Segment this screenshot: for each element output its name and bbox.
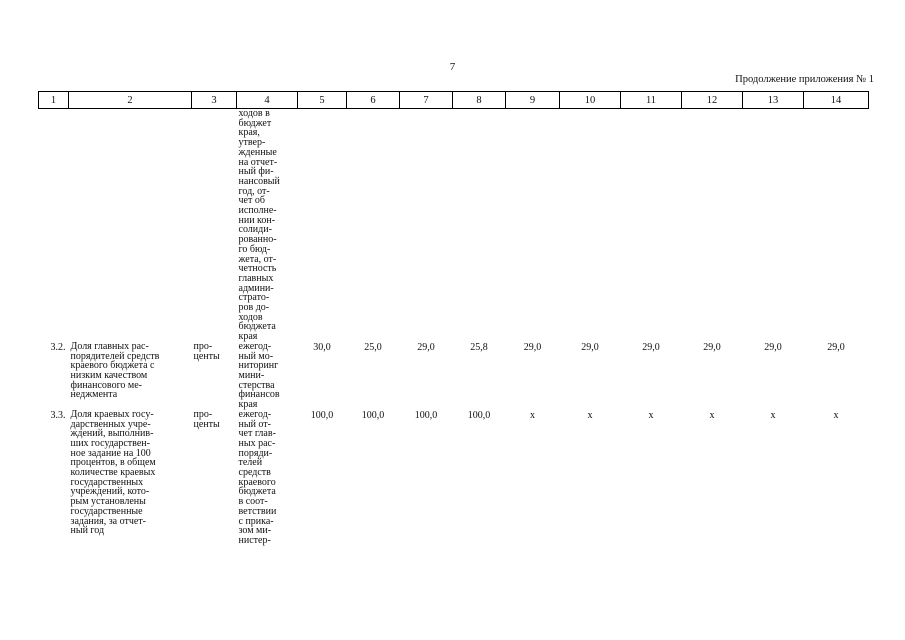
header-cell: 9 xyxy=(506,92,560,109)
indicator-table xyxy=(38,91,869,546)
value-cell: 29,0 xyxy=(417,341,435,353)
header-cell: 12 xyxy=(682,92,743,109)
header-cell: 10 xyxy=(560,92,621,109)
value-cell: 100,0 xyxy=(467,409,491,421)
header-cell: 14 xyxy=(804,92,869,109)
header-cell: 6 xyxy=(347,92,400,109)
header-cell: 8 xyxy=(453,92,506,109)
value-cell: x xyxy=(833,409,839,421)
value-cell: 100,0 xyxy=(310,409,334,421)
value-cell: 29,0 xyxy=(642,341,660,353)
value-cell: 25,8 xyxy=(470,341,488,353)
row-index: 3.2. xyxy=(50,341,66,353)
header-cell: 11 xyxy=(621,92,682,109)
indicator-name: Доля краевых госу- дарственных учре- ждений, выполнив- ших государствен- ное задание на 100 процентов, в общем количестве краевых государственных учреждений, кото- рым установлены государственные задания, за отчет- ный год xyxy=(70,408,156,537)
table-row xyxy=(39,342,869,410)
value-cell: 100,0 xyxy=(361,409,385,421)
indicator-name: Доля главных рас- порядителей средств краевого бюджета с низким качеством финансового ме- неджмента xyxy=(70,340,160,401)
header-cell: 7 xyxy=(400,92,453,109)
value-cell: x xyxy=(587,409,593,421)
value-cell: x xyxy=(770,409,776,421)
source-cell: ежегод- ный мо- ниторинг мини- стерства финансов края xyxy=(238,340,280,411)
header-cell: 4 xyxy=(237,92,298,109)
value-cell: 29,0 xyxy=(703,341,721,353)
value-cell: x xyxy=(648,409,654,421)
value-cell: 29,0 xyxy=(581,341,599,353)
header-cell: 3 xyxy=(192,92,237,109)
value-cell: x xyxy=(709,409,715,421)
table-row xyxy=(39,410,869,546)
value-cell: 29,0 xyxy=(827,341,845,353)
source-cell: ежегод- ный от- чет глав- ных рас- поряди- телей средств краевого бюджета в соот- ветствии с прика- зом ми- нистер- xyxy=(238,408,277,546)
source-cell: ходов в бюджет края, утвер- жденные на отчет- ный фи- нансовый год, от- чет об исполне- нии кон- солиди- рованно- го бюд- жета, от- четность главных админи- страто- ров до- ходов бюджета края xyxy=(238,108,280,343)
value-cell: x xyxy=(530,409,535,421)
header-row xyxy=(39,92,869,109)
unit-cell: про- центы xyxy=(193,340,220,362)
header-cell: 5 xyxy=(298,92,347,109)
header-cell: 1 xyxy=(39,92,69,109)
value-cell: 25,0 xyxy=(364,341,382,353)
header-cell: 13 xyxy=(743,92,804,109)
value-cell: 29,0 xyxy=(764,341,782,353)
continuation-label: Продолжение приложения № 1 xyxy=(735,74,874,85)
page-number: 7 xyxy=(449,61,456,73)
header-cell: 2 xyxy=(69,92,192,109)
value-cell: 100,0 xyxy=(414,409,438,421)
value-cell: 29,0 xyxy=(523,341,542,353)
value-cell: 30,0 xyxy=(313,341,331,353)
unit-cell: про- центы xyxy=(193,408,220,430)
row-index: 3.3. xyxy=(50,409,66,421)
table-row-continuation xyxy=(39,109,869,342)
